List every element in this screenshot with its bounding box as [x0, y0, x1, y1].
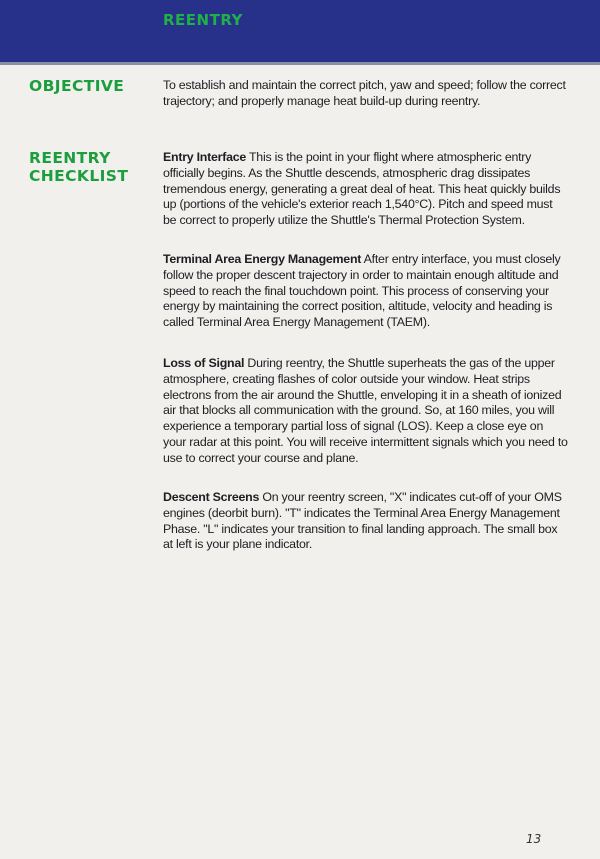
objective-text	[163, 78, 568, 110]
checklist-item-taem	[163, 252, 568, 331]
item-text: During reentry, the Shuttle superheats the gas of the upper atmosphere, creating flashes of color outside your window. Heat strips electrons from the air around the Shuttle, enveloping it in a sheath of ionized air that blocks all communication with the ground. So, at 160 miles, you will experience a temporary partial loss of signal (LOS). Keep a close eye on your radar at this point. You will receive intermittent signals which you need to use to correct your course and plane.	[163, 356, 568, 465]
item-text: This is the point in your flight where atmospheric entry officially begins. As the Shuttle descends, atmospheric drag dissipates tremendous energy, generating a great deal of heat. This heat quickly builds up (portions of the vehicle's exterior reach 1,540°C). Pitch and speed must be correct to properly utilize the Shuttle's Thermal Protection System.	[163, 150, 561, 228]
header-band	[0, 0, 600, 62]
item-title: Entry Interface	[163, 150, 247, 164]
objective-label: OBJECTIVE	[29, 77, 125, 95]
checklist-label	[29, 149, 128, 185]
checklist-item-descent-screens	[163, 490, 568, 553]
page-number: 13	[526, 832, 542, 846]
objective-paragraph: To establish and maintain the correct pitch, yaw and speed; follow the correct trajectory; and properly manage heat build-up during reentry.	[163, 78, 566, 108]
page-title: REENTRY	[163, 11, 243, 29]
checklist-item-entry-interface	[163, 150, 568, 229]
item-text: After entry interface, you must closely follow the proper descent trajectory in order to maintain enough altitude and speed to reach the final touchdown point. This process of conserving your energy by maintaining the correct position, altitude, velocity and heading is called Terminal Area Energy Management (TAEM).	[163, 252, 561, 330]
item-text: On your reentry screen, "X" indicates cut-off of your OMS engines (deorbit burn). "T" indicates the Terminal Area Energy Management Phase. "L" indicates your transition to final landing approach. The small box at left is your plane indicator.	[163, 490, 562, 552]
item-title: Descent Screens	[163, 490, 260, 504]
checklist-label-line2: CHECKLIST	[29, 167, 129, 185]
header-divider	[0, 62, 600, 65]
checklist-label-line1: REENTRY	[29, 149, 111, 167]
checklist-item-loss-of-signal	[163, 356, 568, 467]
item-title: Terminal Area Energy Management	[163, 252, 362, 266]
item-title: Loss of Signal	[163, 356, 245, 370]
